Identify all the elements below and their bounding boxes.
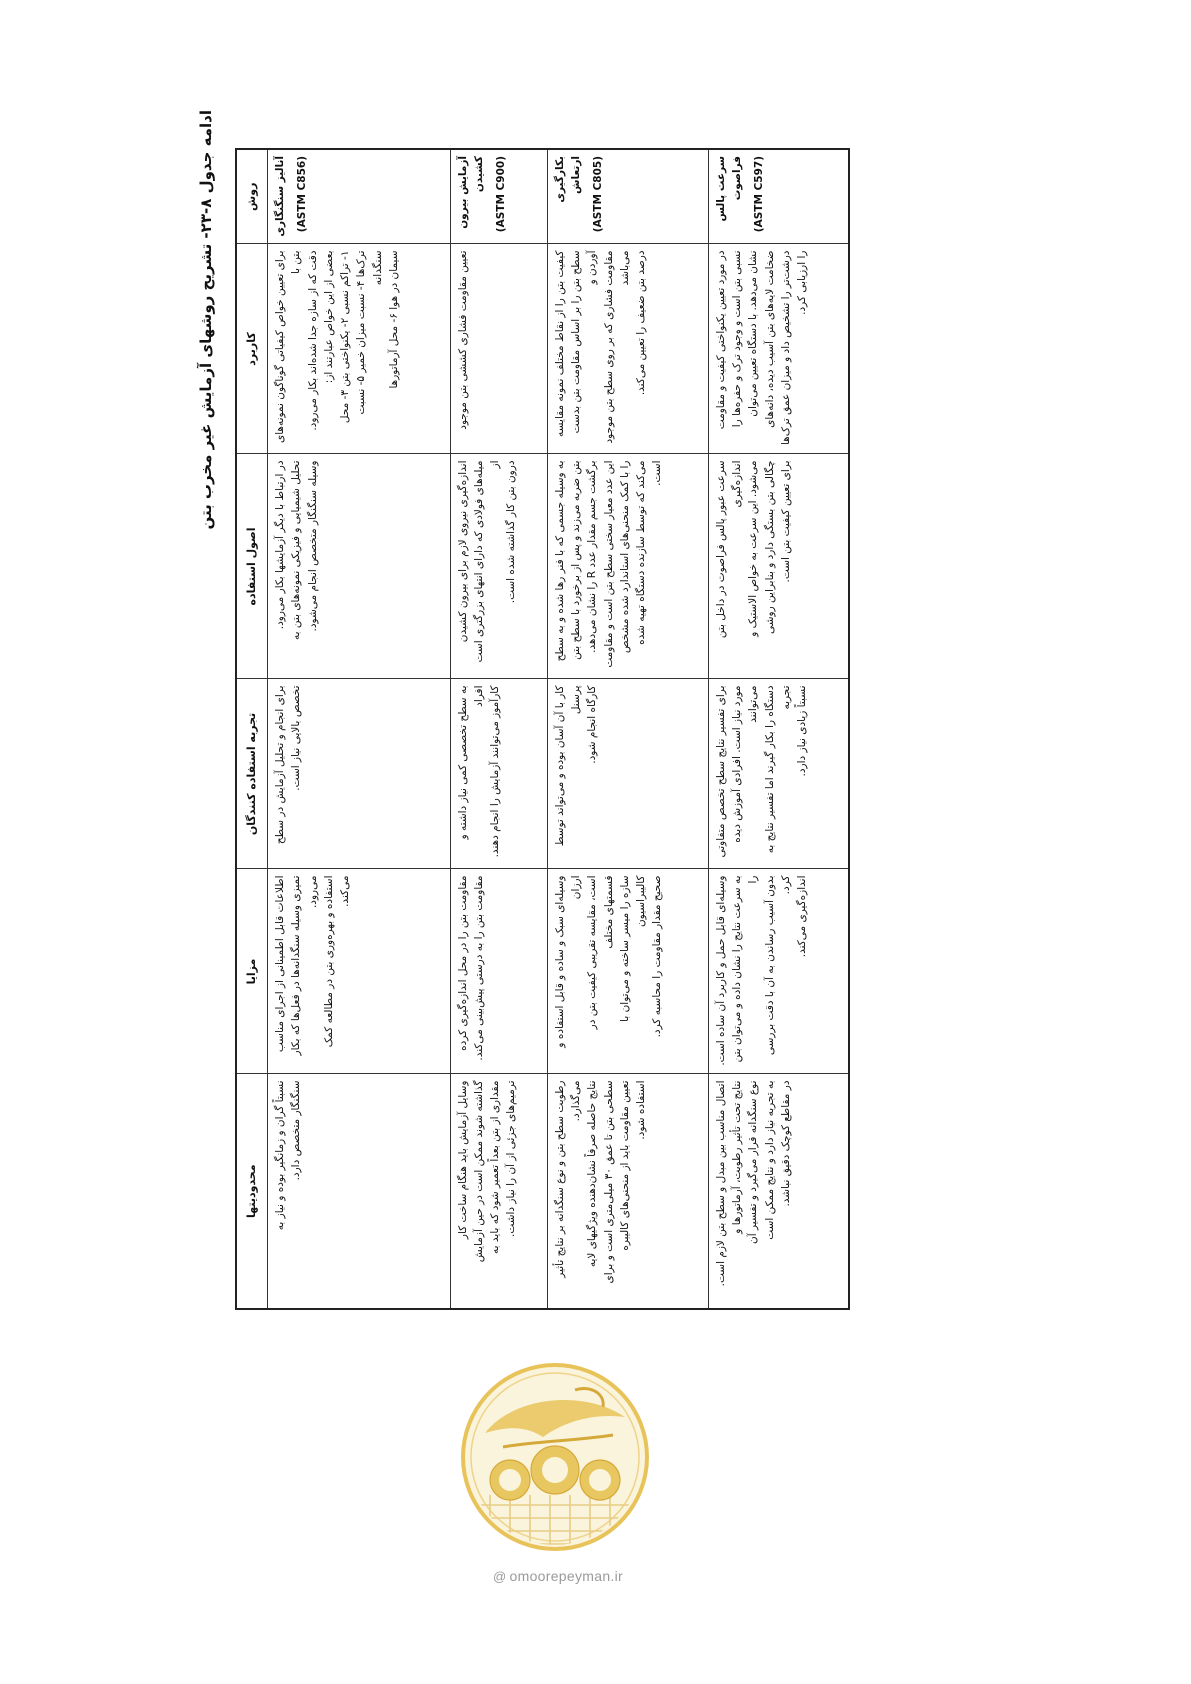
- cell-method: [708, 149, 849, 244]
- advantages-line: وسیله‌ای قابل حمل و کاربرد آن ساده است.: [714, 875, 727, 1066]
- principle-line: میله‌های فولادی که دارای انتهای بزرگتری است از: [472, 460, 502, 663]
- limitations-line: سنگنگار متخصص دارد.: [290, 1080, 303, 1181]
- advantages-line: اطلاعات قابل اطمینانی از اجرای مناسب: [274, 875, 286, 1053]
- principle-line: در ارتباط با دیگر آزمایشها بکار می‌رود.: [274, 460, 286, 630]
- method-standard: (ASTM C597): [753, 156, 766, 233]
- advantages-line: تمیزی وسیله سنگدانه‌ها در فعل‌ها که بکار می‌رود.: [290, 875, 319, 1056]
- rotated-page: [197, 80, 855, 1310]
- cell-advantages: [708, 869, 849, 1074]
- limitations-line: مقداری از بتن بعداً تعمیر شود که باید به: [489, 1080, 502, 1254]
- experience-line: مورد نیاز است. افرادی آموزش دیده می‌توانند: [731, 685, 760, 843]
- experience-line: برای انجام و تحلیل آزمایش در سطح: [274, 685, 286, 845]
- advantages-line: سازه را میسر ساخته و می‌توان با کالیبراسیون: [618, 875, 648, 1022]
- advantages-line: اندازه‌گیری می‌کند.: [796, 875, 809, 958]
- method-name: بکارگیری ارتعاش: [553, 156, 582, 203]
- experience-line: نسبتاً زیادی نیاز دارد.: [796, 685, 809, 777]
- cell-experience: [268, 679, 451, 869]
- table-row: [708, 149, 849, 1309]
- experience-line: کار با آن آسان بوده و می‌تواند توسط پرسنل: [553, 685, 582, 847]
- experience-line: تخصص بالایی نیاز است.: [290, 685, 303, 791]
- principle-line: را با کمک منحنی‌های استاندارد شده مشخص: [618, 460, 631, 654]
- watermark-text: omoorepeyman.ir: [509, 1568, 623, 1584]
- principle-line: این عدد معیار سختی سطح بتن است و مقاومت: [602, 460, 615, 668]
- usage-line: درشت‌تر را تشخیص داد و میزان عمق ترک‌ها: [780, 250, 793, 446]
- cell-experience: [450, 679, 547, 869]
- experience-line: کارگاه انجام شود.: [586, 685, 599, 764]
- limitations-line: سطحی بتن تا عمق ۳۰ میلی‌متری است و برای: [602, 1080, 615, 1284]
- table-row: [547, 149, 708, 1309]
- principle-line: می‌شود. این سرعت به خواص الاستیک و: [747, 460, 760, 637]
- omoore-peyman-logo: [455, 1355, 655, 1560]
- limitations-line: نتایج حاصله صرفاً نشان‌دهنده ویژگیهای لایه: [586, 1080, 599, 1268]
- usage-line: درصد بتن ضعیف را تعیین می‌کند.: [635, 250, 648, 396]
- cell-usage: [268, 244, 451, 454]
- principle-line: چگالی بتن بستگی دارد و بنابراین روشی: [763, 460, 776, 634]
- method-standard: (ASTM C900): [495, 156, 508, 233]
- cell-limitations: [708, 1074, 849, 1309]
- table-header-row: [236, 149, 268, 1309]
- principle-line: بتن ضربه می‌زند و پس از برخورد با سطح بتن: [570, 460, 582, 660]
- limitations-line: تعیین مقاومت باید از منحنی‌های کالیبره: [618, 1080, 631, 1251]
- usage-line: نشان می‌دهد. با دستگاه تعیین می‌توان: [747, 250, 760, 417]
- principle-line: وسیله سنگنگار متخصص انجام می‌شود.: [306, 460, 319, 632]
- advantages-line: بدون آسیب رساندن به آن با دقت بررسی کرد.: [763, 875, 793, 1056]
- cell-limitations: [268, 1074, 451, 1309]
- usage-line: نسبی بتن است و وجود ترک و حفره‌ها را: [731, 250, 744, 428]
- limitations-line: نوع سنگدانه قرار می‌گیرد و تفسیر آن: [747, 1080, 760, 1244]
- cell-principle: [268, 454, 451, 679]
- experience-line: دستگاه را بکار گیرند اما تفسیر نتایج به تجربه: [763, 685, 793, 854]
- advantages-line: وسیله‌ای سبک و ساده و قابل استفاده و ارزان: [553, 875, 582, 1048]
- table-caption: ادامه جدول ۸-۲۳- تشریح روشهای آزمایش غیر مخرب بتن: [197, 110, 215, 530]
- limitations-line: در مقاطع کوچک دقیق نباشد.: [780, 1080, 793, 1207]
- advantages-line: استفاده و بهره‌وری بتن در مطالعه کمک می‌کند.: [322, 875, 352, 1048]
- usage-line: مقاومت فشاری که بر روی سطح بتن موجود می‌باشد: [602, 250, 631, 444]
- method-standard: (ASTM C805): [592, 156, 605, 233]
- limitations-line: نتایج تحت تأثیر رطوبت، آرماتورها و: [731, 1080, 744, 1234]
- cell-usage: [547, 244, 708, 454]
- header-method: روش: [236, 149, 268, 244]
- principle-line: برای تعیین کیفیت بتن است.: [780, 460, 793, 583]
- cell-method: [547, 149, 708, 244]
- cell-limitations: [547, 1074, 708, 1309]
- header-experience: تجربه استفاده کنندگان: [236, 679, 268, 869]
- advantages-line: است، مقایسه تقریبی کیفیت بتن در قسمتهای مختلف: [586, 875, 615, 1030]
- cell-method: [450, 149, 547, 244]
- header-limitations: محدودیتها: [236, 1074, 268, 1309]
- principle-line: درون بتن کار گذاشته شده است.: [505, 460, 518, 604]
- table-row: [450, 149, 547, 1309]
- limitations-line: وسایل آزمایش باید هنگام ساخت کار: [456, 1080, 469, 1240]
- cell-principle: [547, 454, 708, 679]
- experience-line: برای تفسیر نتایج سطح تخصص متفاوتی: [714, 685, 727, 858]
- usage-line: ترک‌ها ۴- نسبت میزان خمیر ۵- نسبت سنگدانه: [355, 250, 384, 415]
- header-usage: کاربرد: [236, 244, 268, 454]
- usage-line: در مورد تعیین یکنواختی کیفیت و مقاومت: [714, 250, 727, 430]
- principle-line: تحلیل شیمیایی و فیزیکی نمونه‌های بتن به: [290, 460, 303, 640]
- usage-line: دقت که از سازه جدا شده‌اند بکار می‌رود.: [306, 250, 319, 431]
- limitations-line: استفاده شود.: [635, 1080, 648, 1140]
- method-standard: (ASTM C856): [296, 156, 309, 233]
- principle-line: به وسیله جسمی که با فنر رها شده و به سطح: [553, 460, 566, 662]
- ndt-methods-table: [235, 148, 850, 1310]
- cell-method: [268, 149, 451, 244]
- usage-line: سطح بتن را بر اساس مقاومت بتن بدست آوردن و: [570, 250, 599, 434]
- cell-experience: [708, 679, 849, 869]
- principle-line: برگشت جسم مقدار عدد R را نشان می‌دهد.: [586, 460, 599, 653]
- usage-line: را ارزیابی کرد.: [796, 250, 809, 315]
- usage-line: سیمان در هوا ۶- محل آرماتورها: [387, 250, 400, 389]
- limitations-line: گذاشته شوند ممکن است در حین آزمایش: [472, 1080, 485, 1263]
- advantages-line: مقاومت بتن را به درستی پیش‌بینی می‌کند.: [472, 875, 485, 1061]
- limitations-line: رطوبت سطح بتن و نوع سنگدانه بر نتایج تأثیر می‌گذارد.: [553, 1080, 582, 1278]
- cell-usage: [708, 244, 849, 454]
- cell-advantages: [547, 869, 708, 1074]
- cell-principle: [450, 454, 547, 679]
- advantages-line: مقاومت بتن را در محل اندازه‌گیری کرده: [456, 875, 469, 1051]
- cell-principle: [708, 454, 849, 679]
- header-advantages: مزایا: [236, 869, 268, 1074]
- usage-line: برای تعیین خواص کیفیاتی گوناگون نمونه‌های بتن با: [274, 250, 303, 444]
- cell-experience: [547, 679, 708, 869]
- cell-usage: [450, 244, 547, 454]
- usage-line: ۱- تراکم نسبی ۲- یکنواختی بتن ۳- محل: [339, 250, 352, 424]
- cell-advantages: [268, 869, 451, 1074]
- limitations-line: ترمیم‌های جزئی از آن را نیاز داشت.: [505, 1080, 518, 1237]
- experience-line: به سطح تخصصی کمی نیاز داشته و افراد: [456, 685, 485, 840]
- at-icon: @: [493, 1569, 507, 1584]
- usage-line: تعیین مقاومت فشاری کششی بتن موجود: [456, 250, 469, 430]
- experience-line: کارآموز می‌توانند آزمایش را انجام دهند.: [489, 685, 502, 858]
- method-name: آزمایش بیرون کشیدن: [456, 156, 485, 229]
- advantages-line: صحیح مقدار مقاومت را محاسبه کرد.: [651, 875, 664, 1038]
- principle-line: می‌کند که توسط سازنده دستگاه تهیه شده است.: [635, 460, 664, 645]
- usage-line: کیفیت بتن را از نقاط مختلف نمونه مقایسه: [553, 250, 566, 437]
- advantages-line: به سرعت نتایج را نشان داده و می‌توان بتن را: [731, 875, 760, 1063]
- usage-line: بعضی از این خواص عبارتند از:: [322, 250, 335, 384]
- usage-line: ضخامت لایه‌های بتن آسیب دیده، دانه‌های: [763, 250, 776, 428]
- cell-advantages: [450, 869, 547, 1074]
- method-name: سرعت پالس فراصوت: [714, 156, 744, 222]
- header-principle: اصول استفاده: [236, 454, 268, 679]
- limitations-line: اتصال مناسب بین مبدل و سطح بتن لازم است.: [714, 1080, 727, 1287]
- limitations-line: به تجربه نیاز دارد و نتایج ممکن است: [763, 1080, 776, 1240]
- method-name: آنالیز سنگنگاری: [274, 156, 286, 237]
- cell-limitations: [450, 1074, 547, 1309]
- limitations-line: نسبتاً گران و زمانگیر بوده و نیاز به: [274, 1080, 286, 1231]
- principle-line: اندازه‌گیری نیروی لازم برای بیرون کشیدن: [456, 460, 469, 643]
- principle-line: سرعت عبور پالس فراصوت در داخل بتن اندازه‌گیری: [714, 460, 744, 639]
- watermark-url: [463, 1568, 653, 1584]
- table-row: [268, 149, 451, 1309]
